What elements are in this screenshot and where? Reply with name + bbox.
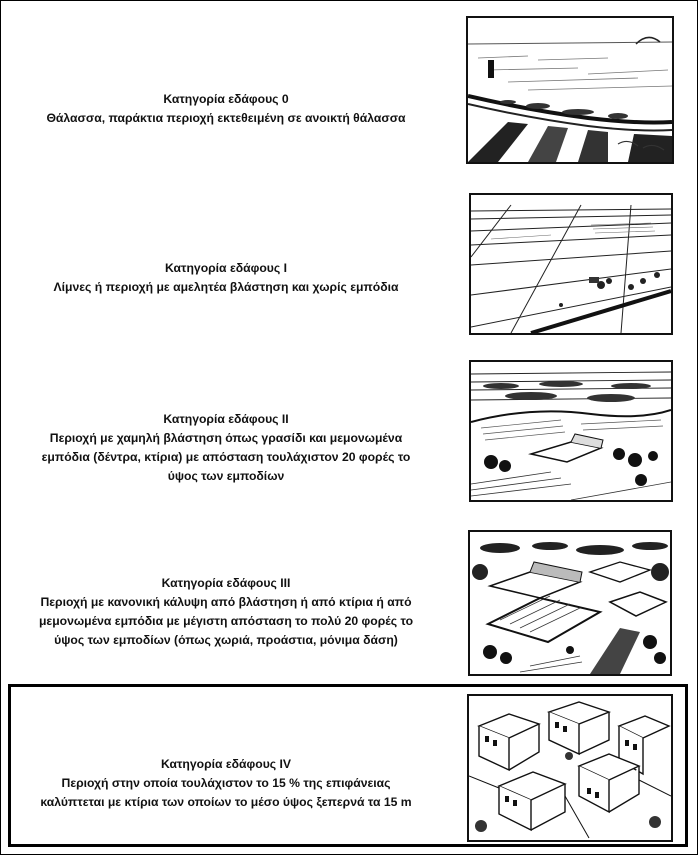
category-title: Κατηγορία εδάφους 0	[163, 92, 289, 106]
category-text-4	[1, 755, 451, 812]
category-row-2	[1, 336, 697, 516]
coastal-sea-sketch-icon	[466, 16, 674, 164]
category-description-line: εμπόδια (δέντρα, κτίρια) με απόσταση τουλάχιστον 20 φορές το	[41, 450, 411, 464]
category-description-line: μεμονωμένα εμπόδια με μέγιστη απόσταση το πολύ 20 φορές το	[38, 614, 414, 628]
category-row-0	[1, 1, 697, 171]
category-description-line: Περιοχή με χαμηλή βλάστηση όπως γρασίδι και μεμονωμένα	[49, 431, 403, 445]
category-description-line: Περιοχή με κανονική κάλυψη από βλάστηση ή από κτίρια ή από	[40, 595, 412, 609]
category-description-line: καλύπτεται με κτίρια των οποίων το μέσο ύψος ξεπερνά τα 15 m	[40, 795, 412, 809]
category-title: Κατηγορία εδάφους III	[161, 576, 291, 590]
countryside-low-vegetation-sketch-icon	[469, 360, 673, 502]
category-title: Κατηγορία εδάφους I	[165, 261, 287, 275]
category-row-3	[1, 516, 697, 686]
category-description-line: Θάλασσα, παράκτια περιοχή εκτεθειμένη σε ανοικτή θάλασσα	[46, 111, 406, 125]
category-row-4	[1, 684, 697, 847]
open-flat-land-sketch-icon	[469, 193, 673, 335]
category-row-1	[1, 171, 697, 336]
category-title: Κατηγορία εδάφους II	[163, 412, 289, 426]
category-title: Κατηγορία εδάφους IV	[160, 757, 292, 771]
category-text-2	[1, 410, 451, 486]
category-description-line: Λίμνες ή περιοχή με αμελητέα βλάστηση και χωρίς εμπόδια	[53, 280, 399, 294]
category-text-3	[1, 574, 451, 650]
category-description-line: ύψος των εμποδίων	[167, 469, 285, 483]
dense-urban-sketch-icon	[467, 694, 673, 842]
category-description-line: ύψος των εμποδίων (όπως χωριά, προάστια, μόνιμα δάση)	[54, 633, 398, 647]
village-suburb-sketch-icon	[468, 530, 672, 676]
category-text-0	[1, 90, 451, 128]
category-text-1	[1, 259, 451, 297]
category-description-line: Περιοχή στην οποία τουλάχιστον το 15 % της επιφάνειας	[61, 776, 391, 790]
